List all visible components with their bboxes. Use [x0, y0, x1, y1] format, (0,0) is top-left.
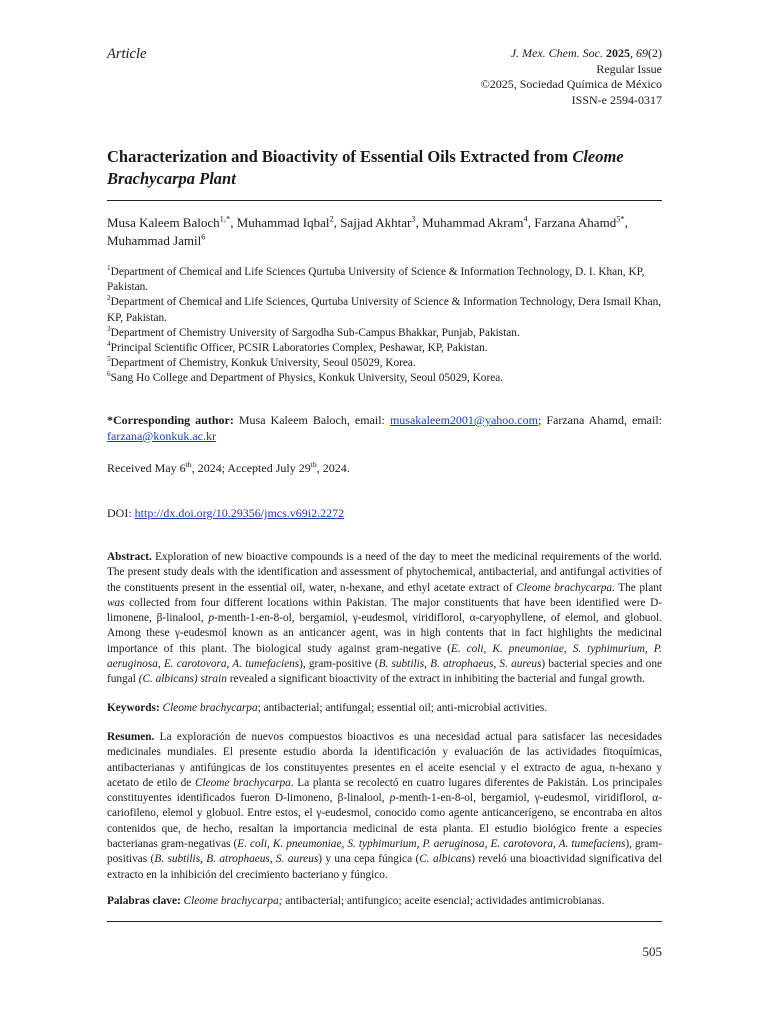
author-sup: 6 — [201, 231, 206, 242]
page-header — [107, 44, 662, 124]
email-link-2[interactable]: farzana@konkuk.ac.kr — [107, 428, 216, 443]
article-type-label: Article — [107, 46, 147, 62]
author-name: Muhammad Jamil — [107, 233, 202, 248]
abstract-paragraph: Abstract. Exploration of new bioactive compounds is a need of the day to meet the medicinal requirements of the world. The present study deals with the identification and assessment of phytochemical, antibacterial, and antifungal activities of the constituents present in the essential oil, water, n-hexane, and ethyl acetate extract of Cleome brachycarpa. The plant was collected from four different locations within Pakistan. The major constituents that have been identified were D-limonene, β-linalool, p-menth-1-en-8-ol, bergamiol, γ-eudesmol, viridiflorol, α-caryophyllene, of elemol, and globuol. Among these γ-eudesmol known as an anticancer agent, was in high contents that in fact highlights the medicinal importance of this plant. The biological study against gram-negative (E. coli, K. pneumoniae, S. typhimurium, P. aeruginosa, E. carotovora, A. tumefaciens), gram-positive (B. subtilis, B. atrophaeus, S. aureus) bacterial species and one fungal (C. albicans) strain revealed a significant bioactivity of the extract in inhibiting the bacterial and fungal growth. — [107, 551, 663, 686]
author-sup: 3 — [411, 213, 416, 224]
palabras-label: Palabras clave: — [107, 895, 181, 907]
resumen-paragraph: Resumen. La exploración de nuevos compuestos bioactivos es una necesidad actual para satisfacer las necesidades medicinales mundiales. El presente estudio aborda la identificación y evaluación de las actividades fitoquímicas, antibacterianas y antifúngicas de los constituyentes presentes en el aceite esencial y el extracto de agua, n-hexano y acetato de etilo de Cleome brachycarpa. La planta se recolectó en cuatro lugares diferentes de Pakistán. Los principales constituyentes identificados fueron D-limoneno, β-linalool, p-menth-1-en-8-ol, bergamiol, γ-eudesmol, viridiflorol, α-cariofileno, elemol y globuol. Entre estos, el γ-eudesmol, conocido como agente anticancerígeno, se encontraba en altos contenidos que, de hecho, resaltan la importancia medicinal de esta planta. El estudio biológico frente a especies bacterianas gram-negativas (E. coli, K. pneumoniae, S. typhimurium, P. aeruginosa, E. carotovora, A. tumefaciens), gram-positivas (B. subtilis, B. atrophaeus, S. aureus) y una cepa fúngica (C. albicans) reveló una bioactividad significativa del extracto en la inhibición del crecimiento bacteriano y fúngico. — [107, 731, 663, 881]
journal-info — [481, 46, 662, 108]
journal-name: J. Mex. Chem. Soc. — [510, 46, 603, 60]
author-name: Sajjad Akhtar — [340, 215, 412, 230]
article-title: Characterization and Bioactivity of Essential Oils Extracted from Cleome Brachycarpa Plant — [107, 147, 624, 188]
author-name: Muhammad Iqbal — [236, 215, 330, 230]
corresponding-author: *Corresponding author: Musa Kaleem Baloch, email: musakaleem2001@yahoo.com; Farzana Ahamd, email: farzana@konkuk.ac.kr — [107, 413, 662, 443]
journal-year: 2025 — [606, 46, 630, 60]
keywords-line: Keywords: Cleome brachycarpa; antibacterial; antifungal; essential oil; anti-microbial activities. — [107, 702, 548, 714]
journal-issue: (2) — [648, 46, 662, 60]
email-link-1[interactable]: musakaleem2001@yahoo.com — [389, 413, 538, 427]
issn: ISSN-e 2594-0317 — [571, 92, 662, 107]
footer-divider — [107, 921, 662, 922]
keywords-label: Keywords: — [107, 702, 160, 714]
received-accepted-dates: Received May 6th, 2024; Accepted July 29th, 2024. — [107, 460, 350, 475]
affiliation-item: $^4$Principal Scientific Officer, PCSIR Laboratories Complex, Peshawar, KP, Pakistan. — [107, 339, 488, 355]
title-species-2: Brachycarpa — [107, 169, 195, 188]
author-name: Farzana Ahamd — [534, 215, 617, 230]
journal-citation: J. Mex. Chem. Soc. 2025, 69(2) — [510, 46, 662, 60]
author-name: Muhammad Akram — [422, 215, 524, 230]
doi-link[interactable]: http://dx.doi.org/10.29356/jmcs.v69i2.2272 — [134, 506, 345, 520]
resumen-label: Resumen. — [107, 731, 155, 743]
palabras-clave-line: Palabras clave: Cleome brachycarpa; antibacterial; antifungico; aceite esencial; actividades antimicrobianas. — [107, 895, 605, 907]
author-name: Musa Kaleem Baloch — [107, 215, 220, 230]
author-sup: 1,* — [219, 213, 231, 224]
journal-volume: 69 — [636, 46, 648, 60]
title-species-1: Cleome — [572, 147, 624, 166]
title-suffix: Plant — [195, 169, 236, 188]
author-sup: 2 — [329, 213, 334, 224]
author-sup: 4 — [523, 213, 528, 224]
title-divider — [107, 200, 662, 201]
affiliation-item: $^1$Department of Chemical and Life Sciences Qurtuba University of Science & Information Technology, D. I. Khan, KP, Pakistan. — [107, 263, 645, 294]
author-list: Musa Kaleem Baloch$^{1,*}$, Muhammad Iqbal$^2$, Sajjad Akhtar$^3$, Muhammad Akram$^4$, Farzana Ahamd$^{5*}$, Muhammad Jamil$^6$ — [107, 213, 628, 248]
author-sup: 5* — [616, 213, 625, 224]
doi-line: DOI: http://dx.doi.org/10.29356/jmcs.v69i2.2272 — [107, 506, 345, 520]
copyright: ©2025, Sociedad Química de México — [480, 77, 662, 91]
abstract-label: Abstract. — [107, 551, 152, 563]
affiliation-list — [107, 265, 662, 387]
affiliation-item: $^6$Sang Ho College and Department of Physics, Konkuk University, Seoul 05029, Korea. — [107, 369, 504, 385]
affiliation-item: $^2$Department of Chemical and Life Sciences, Qurtuba University of Science & Information Technology, Dera Ismail Khan, KP, Pakistan. — [107, 293, 662, 324]
corresponding-label: *Corresponding author: — [107, 413, 234, 427]
affiliation-item: $^5$Department of Chemistry, Konkuk University, Seoul 05029, Korea. — [107, 354, 416, 370]
issue-type: Regular Issue — [596, 61, 662, 76]
page-number: 505 — [642, 944, 662, 959]
affiliation-item: $^3$Department of Chemistry University of Sargodha Sub-Campus Bhakkar, Punjab, Pakistan. — [107, 324, 520, 339]
